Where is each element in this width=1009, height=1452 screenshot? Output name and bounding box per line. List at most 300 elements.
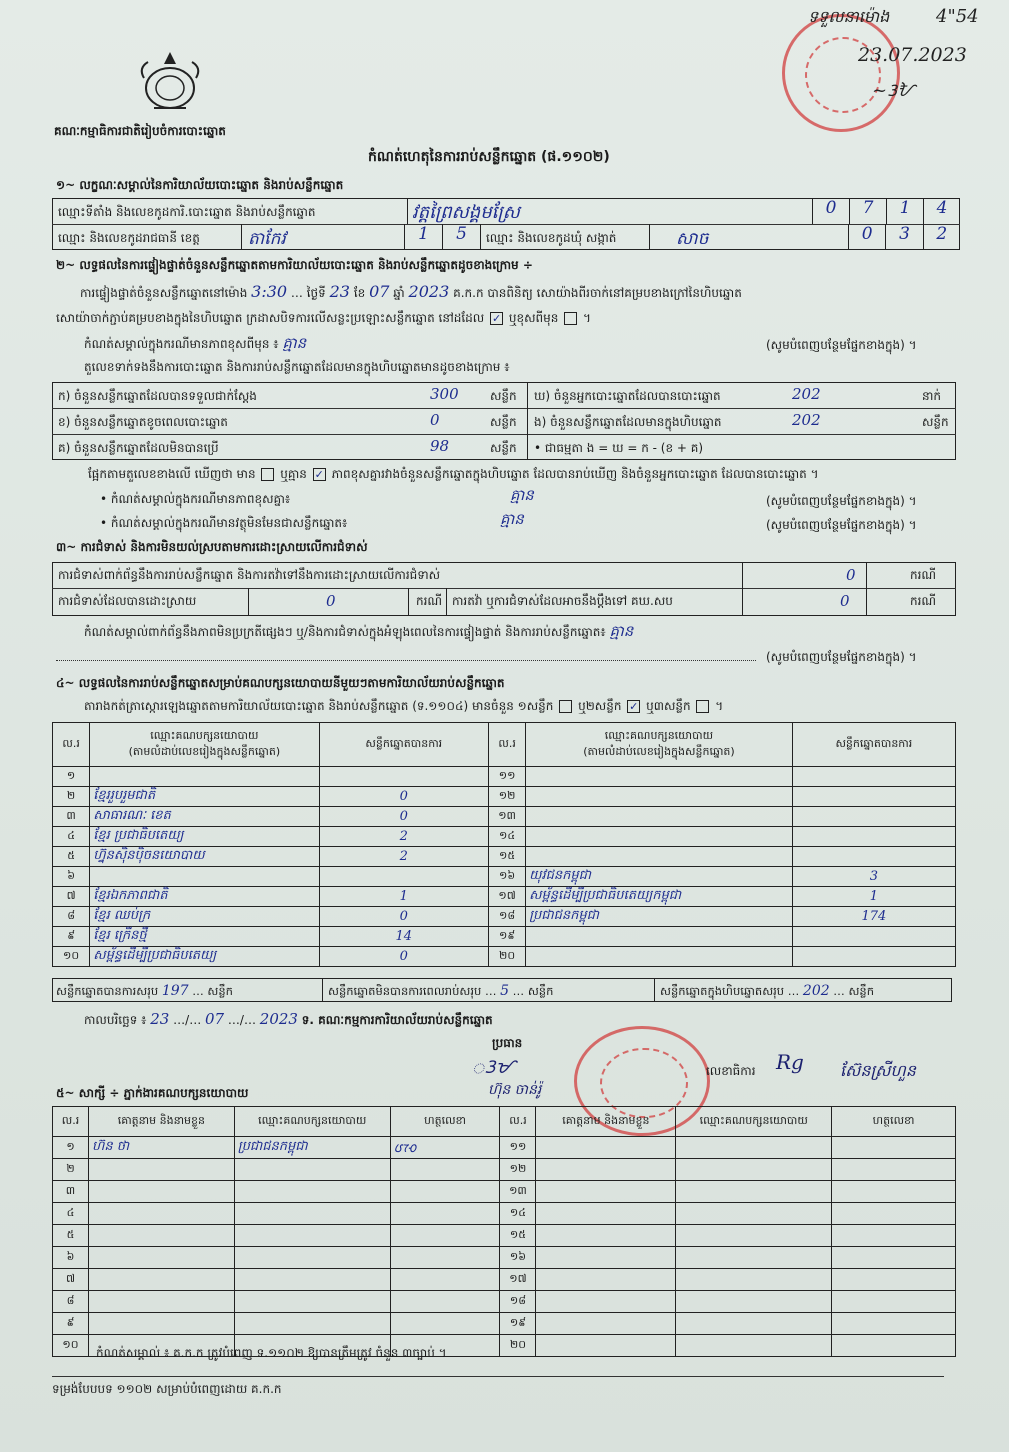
party-votes-cell: [792, 827, 955, 847]
party-votes: 0: [399, 809, 408, 824]
figure-right-unit: នាក់: [922, 389, 942, 403]
party-name-cell: [526, 887, 793, 907]
verification-line-2: សោយ៉ាចាក់ភ្ជាប់គម្របខាងក្នុងនៃហិបឆ្នោត ក្រដាសបិទការលើសន្លះប្រឡោះសន្លឹកឆ្នោត នៅដដែល ✓ ឬខុសពីមុន ។: [56, 311, 591, 325]
party-name-cell: [90, 887, 319, 907]
witness-number: ៩: [66, 1315, 75, 1329]
witness-number: ៧: [65, 1271, 75, 1285]
party-name-cell: [526, 947, 793, 967]
section-5-heading: ៥~ សាក្សី ÷ ភ្នាក់ងារគណបក្សនយោបាយ: [56, 1086, 249, 1100]
party-votes-cell: [319, 767, 488, 787]
witness-signature-cell: [390, 1159, 500, 1181]
witness-number: ១៥: [509, 1227, 527, 1241]
witness-party-cell: [234, 1225, 390, 1247]
party-name-cell: [526, 767, 793, 787]
date-line: កាលបរិច្ឆេទ ៖ 23 …/… 07 …/… 2023 ទ. គណៈកម្មការការិយាល័យរាប់សន្លឹកឆ្នោត: [84, 1010, 493, 1028]
witness-signature-cell: [390, 1247, 500, 1269]
witness-number: ៤: [66, 1205, 75, 1219]
party-name: ខ្មែររួបរួមជាតិ: [93, 788, 156, 803]
verify-year: 2023: [408, 282, 450, 301]
party-name-cell: [526, 907, 793, 927]
party-number-cell: [488, 787, 525, 807]
party-name-cell: [90, 847, 319, 867]
party-name: ខ្មែរ ក្រើនថ្មី: [93, 928, 147, 943]
party-number-cell: [488, 847, 525, 867]
witness-party-cell: [676, 1291, 832, 1313]
witness-number-cell: [500, 1225, 536, 1247]
party-number: ២០: [499, 948, 516, 962]
figure-right-label: ង) ចំនួនសន្លឹកឆ្នោតដែលមានក្នុងហិបឆ្នោត: [534, 415, 722, 429]
party-number-cell: [53, 767, 90, 787]
footnote: កំណត់សម្គាល់ ៖ គ.ក.ក ត្រូវបំពេញ ទ.១១០២ ឱ្យបានត្រឹមត្រូវ ចំនួន ៣ច្បាប់ ។: [96, 1346, 447, 1360]
results-row: [53, 807, 956, 827]
witness-col-name: គោត្តនាម និងនាមខ្លួន: [88, 1107, 234, 1137]
party-number-cell: [53, 907, 90, 927]
witness-party-cell: [676, 1269, 832, 1291]
witness-row: [53, 1313, 956, 1335]
witness-party-cell: [234, 1291, 390, 1313]
witness-number: ៦: [66, 1249, 75, 1263]
party-number: ១១: [498, 768, 516, 782]
objection-unit-3: ករណី: [910, 594, 937, 608]
two-sheets-checkbox[interactable]: ✓: [629, 700, 639, 713]
party-number-cell: [488, 907, 525, 927]
party-votes-cell: [792, 787, 955, 807]
party-votes-cell: [792, 867, 955, 887]
party-number: ៣: [66, 808, 76, 822]
results-row: [53, 767, 956, 787]
witness-col-party: ឈ្មោះគណបក្សនយោបាយ: [234, 1107, 390, 1137]
figure-right-value: 202: [792, 385, 821, 403]
witness-name-cell: [88, 1269, 234, 1291]
one-sheet-checkbox[interactable]: [559, 700, 572, 713]
party-number-cell: [488, 807, 525, 827]
witness-name-cell: [536, 1181, 676, 1203]
objection-label-2: ការជំទាស់ដែលបានដោះស្រាយ: [58, 594, 197, 608]
party-votes: 0: [399, 789, 408, 804]
section-4-heading: ៤~ លទ្ធផលនៃការរាប់សន្លឹកឆ្នោតសម្រាប់គណបក្សនយោបាយនីមួយៗតាមការិយាល័យរាប់សន្លឹកឆ្នោត: [56, 676, 505, 690]
party-votes: 14: [395, 929, 413, 944]
has-difference-checkbox[interactable]: [261, 468, 274, 481]
figure-left-label: ក) ចំនួនសន្លឹកឆ្នោតដែលបានទទួលជាក់ស្តែង: [58, 389, 257, 403]
party-name: ខ្មែរឯកភាពជាតិ: [93, 888, 168, 903]
figure-left-value: 98: [430, 437, 450, 455]
party-number: ៤: [67, 828, 75, 842]
irregularity-value: គ្មាន: [609, 622, 634, 640]
difference-line: ផ្អែកតាមតួលេខខាងលើ ឃើញថា មាន ឬគ្មាន ✓ ភាពខុសគ្នារវាងចំនួនសន្លឹកឆ្នោតក្នុងហិបឆ្នោត ដែលបានរាប់ឃើញ និងចំនួនអ្នកបោះឆ្នោត ដែលបានបោះឆ្នោត ។: [88, 467, 819, 481]
witness-party-cell: [234, 1159, 390, 1181]
results-col-no: ល.រ: [53, 723, 90, 767]
witness-number-cell: [53, 1269, 89, 1291]
party-number-cell: [53, 927, 90, 947]
section-3-heading: ៣~ ការជំទាស់ និងការមិនយល់ស្របតាមការដោះស្រាយលើការជំទាស់: [56, 540, 368, 554]
witness-party-cell: [676, 1159, 832, 1181]
witness-row: [53, 1269, 956, 1291]
witness-signature-cell: [390, 1225, 500, 1247]
fill-note-1: (សូមបំពេញបន្ថែមផ្នែកខាងក្នុង) ។: [766, 338, 917, 352]
witness-number: ១៨: [509, 1293, 527, 1307]
results-row: [53, 887, 956, 907]
commune-name: សាច: [676, 229, 709, 249]
witness-number: ២០: [509, 1337, 527, 1351]
party-number-cell: [53, 847, 90, 867]
witness-number-cell: [500, 1313, 536, 1335]
party-name: ហ្វ៊ុនស៊ិនប៉ិចនយោបាយ: [93, 848, 205, 863]
witness-party-cell: [676, 1203, 832, 1225]
witness-signature-cell: [832, 1291, 956, 1313]
sign-date-month: 07: [205, 1010, 225, 1028]
party-name-cell: [90, 947, 319, 967]
sign-date-day: 23: [150, 1010, 170, 1028]
objection-value-2: 0: [326, 592, 336, 610]
witness-col-party-2: ឈ្មោះគណបក្សនយោបាយ: [676, 1107, 832, 1137]
official-seal-top: [782, 14, 900, 132]
received-date: 23.07.2023: [858, 44, 967, 66]
results-col-no-2: ល.រ: [488, 723, 525, 767]
results-col-votes-2: សន្លឹកឆ្នោតបានការ: [792, 723, 955, 767]
witness-number-cell: [500, 1335, 536, 1357]
party-name-cell: [526, 927, 793, 947]
party-name-cell: [90, 827, 319, 847]
party-votes-cell: [319, 827, 488, 847]
witness-number: ១: [66, 1139, 75, 1153]
witness-number: ១១: [509, 1139, 527, 1153]
party-number: ១៩: [499, 928, 516, 942]
witness-signature-cell: [832, 1335, 956, 1357]
party-votes-cell: [792, 927, 955, 947]
witness-name-cell: [536, 1313, 676, 1335]
witness-table: [52, 1106, 956, 1357]
party-number: ៨: [67, 908, 75, 922]
witness-number-cell: [500, 1203, 536, 1225]
figure-right-label: • ជាធម្មតា ង = ឃ = ក - (ខ + គ): [534, 441, 704, 455]
witness-signature-cell: [832, 1181, 956, 1203]
objection-value-1: 0: [846, 566, 856, 584]
total-valid-value: 197: [161, 983, 189, 999]
results-col-party-2: ឈ្មោះគណបក្សនយោបាយ (តាមលំដាប់លេខរៀងក្នុងសន្លឹកឆ្នោត): [526, 723, 793, 767]
witness-number: ១៣: [509, 1183, 527, 1197]
party-number: ២: [66, 788, 76, 802]
witness-party-cell: [234, 1137, 390, 1159]
figure-left-unit: សន្លឹក: [490, 441, 517, 455]
witness-signature-cell: [390, 1203, 500, 1225]
witness-number-cell: [53, 1335, 89, 1357]
received-label: ទទួលនាម៉ោង: [808, 7, 890, 26]
party-number-cell: [488, 927, 525, 947]
station-label: ឈ្មោះទីតាំង និងលេខកូដការិ.បោះឆ្នោត និងរាប់សន្លឹកឆ្នោត: [58, 205, 316, 219]
witness-col-no: ល.រ: [53, 1107, 89, 1137]
figure-left-label: គ) ចំនួនសន្លឹកឆ្នោតដែលមិនបានប្រើ: [58, 441, 219, 455]
witness-number: ៥: [66, 1227, 75, 1241]
total-valid: សន្លឹកឆ្នោតបានការសរុប 197 … សន្លឹក: [56, 983, 233, 999]
party-votes-cell: [792, 767, 955, 787]
party-number: ១៨: [499, 908, 516, 922]
witness-number-cell: [53, 1247, 89, 1269]
same-checkbox[interactable]: ✓: [491, 312, 502, 325]
results-row: [53, 827, 956, 847]
object-note-label: • កំណត់សម្គាល់ក្នុងករណីមានវត្ថុមិនមែនជាសន្លឹកឆ្នោត៖: [100, 516, 348, 530]
total-invalid-value: 5: [500, 983, 510, 999]
party-number-cell: [53, 827, 90, 847]
figure-right-label: ឃ) ចំនួនអ្នកបោះឆ្នោតដែលបានបោះឆ្នោត: [534, 389, 721, 403]
party-number-cell: [488, 827, 525, 847]
form-footer: ទម្រង់បែបបទ ១១០២ សម្រាប់បំពេញដោយ គ.ក.ក: [52, 1382, 282, 1396]
party-number: ៦: [67, 868, 75, 882]
commune-code: 0 3 2: [848, 224, 960, 250]
secretary-label: លេខាធិការ: [706, 1064, 756, 1078]
party-votes-cell: [319, 787, 488, 807]
verify-time: 3:30: [251, 282, 288, 301]
party-votes-cell: [792, 947, 955, 967]
org-name: គណៈកម្មាធិការជាតិរៀបចំការបោះឆ្នោត: [54, 124, 226, 138]
results-row: [53, 907, 956, 927]
total-invalid: សន្លឹកឆ្នោតមិនបានការពេលរាប់សរុប … 5 … សន្លឹក: [328, 983, 554, 999]
witness-name-cell: [88, 1159, 234, 1181]
secretary-signature: Rg: [776, 1050, 804, 1074]
results-row: [53, 947, 956, 967]
station-name: វត្តព្រៃសង្គមស្រែ: [412, 202, 520, 223]
party-number-cell: [488, 887, 525, 907]
party-name: ប្រជាជនកម្ពុជា: [529, 908, 600, 923]
verification-line-1: ការផ្ទៀងផ្ទាត់ចំនួនសន្លឹកឆ្នោតនៅម៉ោង 3:30 … ថ្ងៃទី 23 ខែ 07 ឆ្នាំ 2023 គ.ក.ក បានពិនិត្យ សោយ៉ាងពីរចាក់នៅគម្របខាងក្រៅនៃហិបឆ្នោត: [80, 282, 742, 301]
section-1-heading: ១~ លក្ខណៈសម្គាល់នៃការិយាល័យបោះឆ្នោត និងរាប់សន្លឹកឆ្នោត: [56, 178, 344, 192]
party-votes: 174: [861, 909, 887, 924]
witness-name-cell: [88, 1313, 234, 1335]
party-number-cell: [53, 787, 90, 807]
witness-name-cell: [536, 1291, 676, 1313]
party-votes-cell: [792, 907, 955, 927]
witness-row: [53, 1137, 956, 1159]
verify-month: 07: [369, 282, 390, 301]
party-name: សម្ព័ន្ធដើម្បីប្រជាធិបតេយ្យ: [93, 948, 217, 963]
figure-left-unit: សន្លឹក: [490, 389, 517, 403]
witness-number: ១៤: [509, 1205, 527, 1219]
party-name-cell: [526, 827, 793, 847]
figure-left-value: 0: [430, 411, 440, 429]
objection-unit-1: ករណី: [910, 568, 937, 582]
objection-label-3: ការតវ៉ា ឬការជំទាស់ដែលអាចនឹងប្តឹងទៅ គឃ.សប: [452, 594, 673, 608]
witness-number-cell: [500, 1291, 536, 1313]
witness-number-cell: [500, 1137, 536, 1159]
witness-number: ១០: [62, 1337, 79, 1351]
party-name-cell: [526, 787, 793, 807]
party-number: ១២: [498, 788, 516, 802]
figure-left-label: ខ) ចំនួនសន្លឹកឆ្នោតខូចពេលបោះឆ្នោត: [58, 415, 228, 429]
witness-name-cell: [88, 1247, 234, 1269]
party-number-cell: [53, 807, 90, 827]
witness-name-cell: [536, 1247, 676, 1269]
province-code: 1 5: [404, 224, 481, 250]
received-signature: ~ᜂᜀ: [872, 80, 915, 101]
province-label: ឈ្មោះ និងលេខកូដរាជធានី ខេត្ត: [58, 231, 200, 245]
witness-number: ៣: [65, 1183, 76, 1197]
figure-left-unit: សន្លឹក: [490, 415, 517, 429]
witness-number: ១៧: [509, 1271, 527, 1285]
witness-name-cell: [536, 1335, 676, 1357]
party-votes: 0: [399, 949, 408, 964]
party-name-cell: [90, 927, 319, 947]
party-number-cell: [53, 947, 90, 967]
witness-row: [53, 1203, 956, 1225]
witness-party-cell: [676, 1181, 832, 1203]
party-name-cell: [90, 767, 319, 787]
tally-sheet-line: តារាងកត់ត្រាស្កោរឡេងឆ្នោតតាមការិយាល័យបោះឆ្នោត និងរាប់សន្លឹកឆ្នោត (ទ.១១០៤) មានចំនួន ១សន្លឹក ឬ២សន្លឹក ✓ ឬ៣សន្លឹក ។: [84, 699, 724, 713]
witness-name-cell: [88, 1225, 234, 1247]
witness-party-cell: [234, 1313, 390, 1335]
party-number: ៩: [67, 928, 75, 942]
party-votes: 1: [869, 889, 878, 904]
results-row: [53, 927, 956, 947]
witness-number-cell: [500, 1269, 536, 1291]
witness-signature-cell: [390, 1137, 500, 1159]
witness-number-cell: [53, 1203, 89, 1225]
diff-note-line: កំណត់សម្គាល់ក្នុងករណីមានភាពខុសពីមុន ៖ គ្មាន: [84, 334, 307, 352]
party-votes: 0: [399, 909, 408, 924]
witness-name-cell: [536, 1137, 676, 1159]
witness-party: ប្រជាជនកម្ពុជា: [237, 1139, 308, 1154]
sign-date-year: 2023: [259, 1010, 298, 1028]
witness-party-cell: [234, 1269, 390, 1291]
witness-number-cell: [53, 1159, 89, 1181]
results-row: [53, 847, 956, 867]
party-name: សាធារណៈ ខេត: [93, 808, 171, 823]
party-votes-cell: [319, 867, 488, 887]
witness-party-cell: [234, 1181, 390, 1203]
witness-signature-cell: [390, 1291, 500, 1313]
fill-note-3: (សូមបំពេញបន្ថែមផ្នែកខាងក្នុង) ។: [766, 518, 917, 532]
witness-number-cell: [53, 1181, 89, 1203]
party-name: យុវជនកម្ពុជា: [529, 868, 592, 883]
party-number: ១៦: [499, 868, 516, 882]
party-name: ខ្មែរ ឈប់ក្រ: [93, 908, 151, 923]
party-votes: 1: [399, 889, 408, 904]
witness-number-cell: [53, 1225, 89, 1247]
party-name-cell: [526, 867, 793, 887]
objection-unit-2: ករណី: [416, 594, 443, 608]
party-name-cell: [90, 787, 319, 807]
party-number-cell: [488, 867, 525, 887]
diff-note-value: គ្មាន: [282, 334, 307, 352]
witness-signature-cell: [390, 1181, 500, 1203]
witness-signature-cell: [832, 1269, 956, 1291]
witness-number: ២: [66, 1161, 75, 1175]
total-ballots-value: 202: [802, 983, 830, 999]
witness-col-sign: ហត្ថលេខា: [390, 1107, 500, 1137]
chair-label: ប្រធាន: [492, 1036, 523, 1050]
station-code: 0 7 1 4: [812, 198, 960, 224]
results-col-votes: សន្លឹកឆ្នោតបានការ: [319, 723, 488, 767]
party-votes-cell: [319, 927, 488, 947]
witness-col-sign-2: ហត្ថលេខា: [832, 1107, 956, 1137]
witness-party-cell: [676, 1247, 832, 1269]
witness-number: ៨: [66, 1293, 75, 1307]
party-votes: 2: [399, 829, 408, 844]
witness-number-cell: [500, 1181, 536, 1203]
results-table: [52, 722, 956, 967]
witness-party-cell: [234, 1203, 390, 1225]
witness-name-cell: [536, 1159, 676, 1181]
witness-party-cell: [676, 1335, 832, 1357]
party-number-cell: [53, 887, 90, 907]
figure-left-value: 300: [430, 385, 459, 403]
figure-right-value: 202: [792, 411, 821, 429]
received-time: 4"54: [936, 6, 979, 27]
party-votes-cell: [319, 907, 488, 927]
witness-number-cell: [500, 1159, 536, 1181]
party-number: ៥: [67, 848, 75, 862]
fill-note-2: (សូមបំពេញបន្ថែមផ្នែកខាងក្នុង) ។: [766, 494, 917, 508]
party-name-cell: [90, 907, 319, 927]
witness-signature-cell: [832, 1247, 956, 1269]
fill-note-4: (សូមបំពេញបន្ថែមផ្នែកខាងក្នុង) ។: [766, 650, 917, 664]
witness-signature-cell: [832, 1313, 956, 1335]
witness-col-no-2: ល.រ: [500, 1107, 536, 1137]
party-number: ១៤: [499, 828, 516, 842]
witness-row: [53, 1181, 956, 1203]
witness-number: ១២: [509, 1161, 527, 1175]
party-votes-cell: [319, 847, 488, 867]
party-votes: 2: [399, 849, 408, 864]
witness-row: [53, 1159, 956, 1181]
witness-name-cell: [88, 1291, 234, 1313]
witness-name-cell: [88, 1203, 234, 1225]
party-votes-cell: [792, 807, 955, 827]
witness-party-cell: [234, 1247, 390, 1269]
party-votes: 3: [869, 869, 878, 884]
party-name-cell: [526, 847, 793, 867]
three-sheets-checkbox[interactable]: [696, 700, 709, 713]
national-emblem-icon: [134, 48, 206, 114]
witness-signature-cell: [832, 1225, 956, 1247]
witness-name-cell: [536, 1225, 676, 1247]
party-name: ខ្មែរ ប្រជាធិបតេយ្យ: [93, 828, 184, 843]
party-number: ១: [66, 768, 76, 782]
party-number: ៧: [66, 888, 76, 902]
witness-signature-cell: [832, 1159, 956, 1181]
objection-label-1: ការជំទាស់ពាក់ព័ន្ធនឹងការរាប់សន្លឹកឆ្នោត និងការតវ៉ាទៅនឹងការដោះស្រាយលើការជំទាស់: [58, 568, 441, 582]
verify-day: 23: [329, 282, 350, 301]
results-row: [53, 787, 956, 807]
party-votes-cell: [792, 847, 955, 867]
no-difference-checkbox[interactable]: ✓: [314, 468, 324, 481]
witness-signature-cell: [832, 1137, 956, 1159]
party-votes-cell: [319, 807, 488, 827]
results-row: [53, 867, 956, 887]
irregularity-note: កំណត់សម្គាល់ពាក់ព័ន្ធនឹងភាពមិនប្រក្រតីផ្សេងៗ ឬ/និងការជំទាស់ក្នុងអំឡុងពេលនៃការផ្ទៀងផ្ទាត់ និងការរាប់សន្លឹកឆ្នោត៖ គ្មាន: [84, 622, 634, 640]
party-number: ១៣: [498, 808, 516, 822]
commune-label: ឈ្មោះ និងលេខកូដឃុំ សង្កាត់: [486, 231, 617, 245]
objection-value-3: 0: [840, 592, 850, 610]
party-number: ១៧: [498, 888, 516, 902]
party-name-cell: [90, 867, 319, 887]
witness-party-cell: [676, 1137, 832, 1159]
party-number: ១៥: [499, 848, 516, 862]
chair-name: ហ៊ុន ចាន់រ៉ូ: [488, 1082, 542, 1098]
witness-number-cell: [500, 1247, 536, 1269]
witness-number-cell: [53, 1313, 89, 1335]
figures-intro: តួលេខទាក់ទងនឹងការបោះឆ្នោត និងការរាប់សន្លឹកឆ្នោតដែលមានក្នុងហិបឆ្នោតមានដូចខាងក្រោម ៖: [84, 360, 510, 374]
witness-number-cell: [53, 1291, 89, 1313]
party-number-cell: [488, 767, 525, 787]
party-votes-cell: [319, 887, 488, 907]
secretary-name: ស៊ែនស្រីហួន: [840, 1061, 916, 1080]
witness-signature-cell: [390, 1313, 500, 1335]
results-col-party: ឈ្មោះគណបក្សនយោបាយ (តាមលំដាប់លេខរៀងក្នុងសន្លឹកឆ្នោត): [90, 723, 319, 767]
difference-note-label: • កំណត់សម្គាល់ក្នុងករណីមានភាពខុសគ្នា៖: [100, 492, 291, 506]
different-checkbox[interactable]: [564, 312, 577, 325]
section-2-heading: ២~ លទ្ធផលនៃការផ្ទៀងផ្ទាត់ចំនួនសន្លឹកឆ្នោតតាមការិយាល័យបោះឆ្នោត និងរាប់សន្លឹកឆ្នោតដូចខាងក្រោម ÷: [56, 258, 533, 272]
witness-name-cell: [536, 1203, 676, 1225]
witness-signature-cell: [390, 1269, 500, 1291]
